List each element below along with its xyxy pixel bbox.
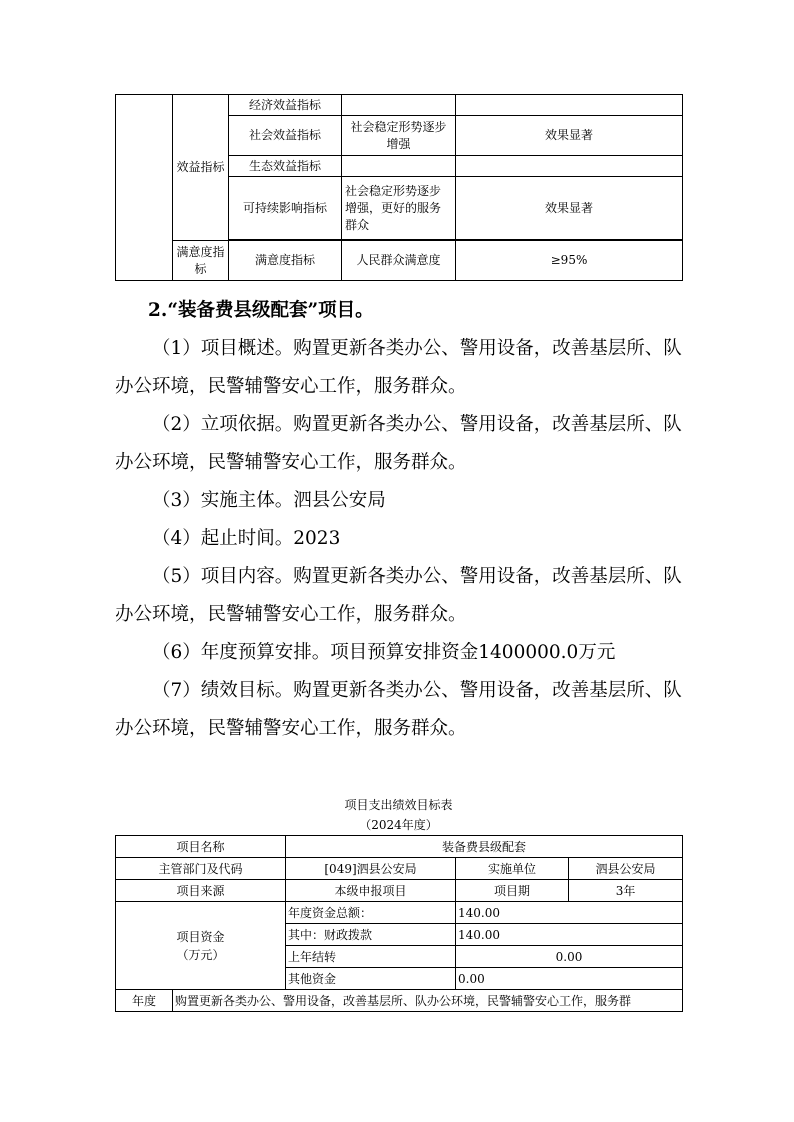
table-year: （2024年度） (359, 818, 438, 832)
annual-goal-label: 年度 (116, 990, 173, 1012)
performance-target-table (115, 835, 683, 1012)
satisfaction-category: 满意度指标 (173, 241, 229, 281)
paragraph-period: （4）起止时间。2023 (152, 528, 341, 549)
blank-first-column-cell (116, 95, 173, 281)
period-value: 3年 (569, 880, 683, 902)
department-value: [049]泗县公安局 (286, 858, 456, 880)
funds-fiscal-value: 140.00 (456, 924, 683, 946)
funds-label-line1: 项目资金 (176, 929, 225, 944)
period-label: 项目期 (456, 880, 569, 902)
funds-other-value: 0.00 (456, 968, 683, 990)
funds-label-line2: （万元） (176, 947, 225, 962)
funds-carryover-label: 上年结转 (286, 946, 456, 968)
sustainable-indicator-name: 可持续影响指标 (229, 177, 342, 240)
paragraph-budget: （6）年度预算安排。项目预算安排资金1400000.0万元 (152, 642, 616, 663)
project-name-label: 项目名称 (116, 836, 286, 858)
satisfaction-indicator-value: ≥95% (456, 241, 683, 281)
department-label: 主管部门及代码 (116, 858, 286, 880)
paragraph-basis: （2）立项依据。购置更新各类办公、警用设备，改善基层所、队办公环境，民警辅警安心工作，服务群众。 (115, 414, 682, 473)
funds-carryover-value: 0.00 (456, 946, 683, 968)
economic-indicator-name: 经济效益指标 (229, 95, 342, 116)
source-label: 项目来源 (116, 880, 286, 902)
social-indicator-detail: 社会稳定形势逐步增强 (342, 116, 456, 156)
table-title: 项目支出绩效目标表 (344, 798, 453, 812)
implementer-label: 实施单位 (456, 858, 569, 880)
paragraph-goal: （7）绩效目标。购置更新各类办公、警用设备，改善基层所、队办公环境，民警辅警安心工作，服务群众。 (115, 680, 682, 739)
paragraph-implementer: （3）实施主体。泗县公安局 (152, 490, 386, 511)
funds-total-value: 140.00 (456, 902, 683, 924)
funds-other-label: 其他资金 (286, 968, 456, 990)
effect-indicator-category: 效益指标 (173, 95, 229, 241)
economic-indicator-value (456, 95, 683, 116)
source-value: 本级申报项目 (286, 880, 456, 902)
satisfaction-indicator-name: 满意度指标 (229, 241, 342, 281)
sustainable-indicator-detail: 社会稳定形势逐步增强，更好的服务群众 (342, 177, 456, 240)
social-indicator-value: 效果显著 (456, 116, 683, 156)
ecological-indicator-detail (342, 156, 456, 177)
funds-label (116, 902, 286, 990)
funds-total-label: 年度资金总额： (286, 902, 456, 924)
section-heading: 2.“装备费县级配套”项目。 (148, 300, 374, 321)
effect-indicator-table (115, 94, 683, 281)
project-name-value: 装备费县级配套 (286, 836, 683, 858)
funds-fiscal-label: 其中：财政拨款 (286, 924, 456, 946)
paragraph-content: （5）项目内容。购置更新各类办公、警用设备，改善基层所、队办公环境，民警辅警安心工作，服务群众。 (115, 566, 682, 625)
ecological-indicator-name: 生态效益指标 (229, 156, 342, 177)
satisfaction-indicator-detail: 人民群众满意度 (342, 241, 456, 281)
social-indicator-name: 社会效益指标 (229, 116, 342, 156)
ecological-indicator-value (456, 156, 683, 177)
economic-indicator-detail (342, 95, 456, 116)
implementer-value: 泗县公安局 (569, 858, 683, 880)
sustainable-indicator-value: 效果显著 (456, 177, 683, 240)
annual-goal-text: 购置更新各类办公、警用设备，改善基层所、队办公环境，民警辅警安心工作，服务群 (173, 990, 683, 1012)
paragraph-overview: （1）项目概述。购置更新各类办公、警用设备，改善基层所、队办公环境，民警辅警安心工作，服务群众。 (115, 338, 682, 397)
